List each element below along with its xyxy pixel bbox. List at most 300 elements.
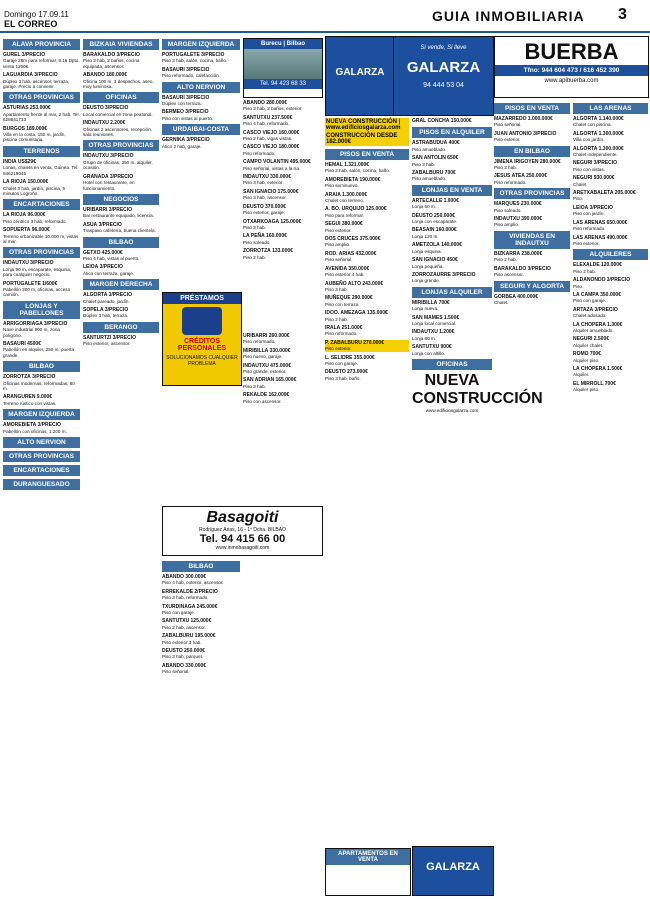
ad-title: A. BO. URQUIJO [325,206,365,213]
ad-title: ARTECALLE [412,197,443,204]
ad-title: BURGOS [3,125,25,132]
classified-ad [325,177,409,189]
ad-price: 135.000€ [366,310,388,317]
ad-title: AMETZOLA [412,242,440,249]
ad-text: Piso señorial, vistas a la ría. [243,165,301,171]
ad-price: 160.000€ [435,227,457,234]
classified-ad [573,205,648,217]
classified-ad [573,351,648,363]
ad-text: Lonja 60 m. [412,204,437,210]
ad-price: 3/PRECIO [32,374,56,381]
ad-price: 3/PRECIO [34,72,58,79]
ad-price: 390.000€ [521,216,542,223]
ad-title: NEGURI [573,160,593,167]
ad-text: Piso para reformar. [325,212,365,218]
ad-price: 1.500€ [443,314,460,321]
ad-text: Ático con terraza, garaje. [83,270,135,276]
classified-ad [83,153,159,170]
ad-title: LA PEÑA [243,233,265,240]
classified-ad [325,281,409,293]
ad-price: 160.000€ [266,233,287,240]
basagoiti-web[interactable]: www.inmobasagoiti.com [215,545,270,551]
ad-price: 250.000€ [526,173,547,180]
ad-title: MUÑEQUE [325,295,351,302]
ad-text: Piso señorial. [162,669,190,675]
section-heading: ENCARTACIONES [3,199,80,210]
classified-ad [243,159,321,171]
classified-ad [412,170,492,182]
ad-title: ERREKALDE [162,588,194,595]
ad-price: 280.000€ [266,100,288,106]
column-4 [243,100,321,896]
ad-title: INDAUTXU [3,260,29,267]
ad-text: Piso reformado. [243,150,276,156]
ad-price: 3/PRECIO [21,52,46,58]
ad-price: 2/PRECIO [194,588,218,595]
ad-text: Piso exterior. [494,137,521,143]
ad-title: ROD. ARIAS [325,250,355,257]
ad-text: Chalet con terreno. [325,198,365,204]
classified-ad [573,307,648,319]
ad-title: ARETXABALETA [573,190,614,197]
ad-text: Piso 2 hab. [573,268,596,274]
classified-ad [243,174,321,186]
ad-title: SANTUTXU [412,344,440,351]
classified-ad [325,251,409,263]
classified-ad [83,222,159,234]
ad-price: 3/PRECIO [109,173,134,180]
ad-price: 1.140.000€ [598,116,624,122]
section-heading: OTRAS PROVINCIAS [3,451,80,462]
classified-ad [494,173,570,185]
ad-title: JIMENA IRIGOYEN [494,158,539,165]
column-5 [325,118,409,846]
ad-text: Terreno rústico con vistas. [3,400,57,406]
classified-ad [243,248,321,260]
ad-price: 650€ [447,155,459,162]
ad-title: ABANDO [243,100,265,106]
ad-text: Piso 3 hab. [243,383,266,389]
classified-ad [83,120,159,137]
ad-price: 3/PRECIO [533,130,557,137]
ad-text: Ático 2 hab, garaje. [162,143,202,149]
classified-ad [325,310,409,322]
classified-ad [325,355,409,367]
ad-text: Piso 3 hab, parquet. [162,654,204,660]
classified-ad [412,242,492,254]
basagoiti-address: Rodríguez Arias, 16 - 1º Dcha. BILBAO [199,527,286,533]
ad-title: BASAURI [162,94,185,101]
ad-title: BASAURI [3,341,26,347]
ad-price: 4500€ [27,341,41,347]
section-heading: BILBAO [162,561,240,572]
ad-title: MAZARREDO [494,116,527,122]
classified-ad [412,272,492,284]
classified-ad [494,201,570,213]
burecu-ad-name: Burecu | Bilbao [244,39,322,49]
issue-date: Domingo 17.09.11 [4,10,69,19]
nueva-construccion-title: NUEVA CONSTRUCCIÓN [412,371,543,407]
classified-ad [573,175,648,187]
ad-title: ALGORTA [83,292,108,299]
ad-text: Grupo de oficinas, 350 m, alquiler, ocasión. [83,159,153,171]
classified-ad [573,235,648,247]
ad-title: GETXO [83,249,101,256]
ad-price: 1.321.000€ [344,162,370,168]
classified-ad [243,392,321,404]
section-heading: ALTO NERVION [162,82,240,93]
ad-title: GRANADA [83,173,109,180]
ad-title: AMOREBIETA [3,422,37,429]
ad-title: SEGUI [325,221,341,228]
classified-ad [162,67,240,79]
classified-ad [243,333,321,345]
classified-ad [162,574,240,586]
buerba-web[interactable]: www.apibuerba.com [544,78,599,84]
ad-price: 3/PRECIO [185,109,209,116]
ad-text: Lonas, chalets en venta, Guinea. Tel. 946219045 [3,165,79,176]
classified-ad [494,266,570,278]
galarza-banner [393,36,494,116]
ad-text: Oficinas modernas, reformadas, 80 m. [3,380,75,392]
ad-price: 205.000€ [614,190,636,197]
ad-title: URIBARRI [243,332,268,339]
ad-price: 1.500€ [607,366,623,372]
ad-text: Piso exterior. [573,240,600,246]
ad-title: BARAKALDO [494,265,527,272]
ad-text: Piso 2 hab. [325,316,348,322]
section-heading: ENCARTACIONES [3,465,80,476]
ad-title: LAGUARDIA [3,72,33,79]
ad-text: Piso 4 hab, vistas al puerto. [83,255,140,261]
ad-title: IRALA [325,324,341,331]
ad-price: 3/PRECIO [186,66,210,73]
classified-ad [3,72,80,89]
ad-price: 375.000€ [359,236,381,243]
ad-price: 250.000€ [434,212,455,219]
ad-price: 1.300.000€ [598,130,624,137]
construction-price-highlight: CONSTRUCCIÓN DESDE 182.000€ [325,132,409,146]
classified-ad [573,131,648,143]
ad-price: 1.300€ [607,321,623,328]
ad-text: Piso 2 hab, ascensor. [162,624,206,630]
classified-ad [325,236,409,248]
classified-ad [3,105,80,122]
ad-title: LA RIOJA [3,179,27,186]
ad-title: ABANDO [162,574,184,580]
ad-title: INDAUTXU [243,362,269,369]
ad-title: PORTUGALETE [162,52,200,58]
ad-title: SAN IGNACIO [412,257,446,264]
ad-text: Garaje 28m para reformar, 9.16 Dpto. venta 1200€. [3,58,80,69]
section-heading: VIVIENDAS EN INDAUTXU [494,231,570,249]
classified-ad [162,663,240,675]
classified-ad [573,381,648,393]
prestamos-head: PRÉSTAMOS [163,293,241,304]
section-heading: ALQUILERES [573,249,648,260]
ad-text: Oficina 100 m, 3 despachos, aseo, muy luminosa. [83,78,154,90]
ad-title: DEUSTO [243,203,264,210]
section-heading: URDAIBAI-COSTA [162,124,240,135]
ad-price: 189.000€ [26,125,48,132]
ad-text: Alquiler piso. [573,357,600,363]
classified-ad [83,52,159,69]
classified-ad [3,260,80,277]
ad-text: Piso soleado. [243,239,271,245]
ad-text: Piso señorial. [325,257,353,263]
ad-text: Piso amplio. [494,222,520,228]
ad-text: Piso 2 hab. [494,257,517,263]
construction-web[interactable]: www.edificiosgalarza.com [425,407,479,413]
ad-price: 350.000€ [600,291,621,298]
ad-text: Piso 3 hab, ascensor. [243,195,287,201]
ad-text: Piso reformado. [325,331,358,337]
ad-title: DEUSTO [162,648,183,655]
ad-price: 330.000€ [185,662,207,669]
ad-price: 160.000€ [278,129,300,136]
ad-text: Piso exterior, ascensor. [83,341,131,347]
ad-text: Piso 4 hab, reformado. [243,121,290,127]
ad-price: 125.000€ [280,218,302,225]
basagoiti-phone: Tel. 94 415 66 00 [199,533,286,545]
ad-price: 350.000€ [348,265,370,272]
ad-title: BERMEO [162,109,184,116]
classified-ad [494,294,570,306]
section-heading: PISOS EN VENTA [494,103,570,114]
ad-title: SAN IGNACIO [243,188,277,195]
section-heading: NEGOCIOS [83,194,159,205]
classified-ad [162,95,240,107]
ad-title: ZORROTZA [3,374,31,381]
ad-text: Piso seminuevo. [325,183,359,189]
ad-text: Hotel con restaurante, en funcionamiento. [83,180,135,191]
ad-price: 3/PRECIO [99,264,123,271]
ad-text: Pabellón 300 m, oficinas, acceso camión. [3,286,71,298]
ad-text: Piso 2 hab, vigas vistas. [243,136,293,142]
ad-text: Piso 3 hab. [412,161,435,167]
classified-ad [494,251,570,263]
classified-ad [3,374,80,391]
ad-title: SAN MAMES [412,314,443,321]
ad-title: INDAUTXU [412,329,438,336]
page-number: 3 [618,6,627,23]
ad-title: INDAUTXU [243,174,269,181]
classified-ad [412,118,492,124]
ad-title: ARTAZA [573,306,594,313]
ad-price: 3/PRECIO [589,204,613,211]
classified-ad [412,198,492,210]
section-heading: PISOS EN ALQUILER [412,127,492,138]
apartamentos-heading: APARTAMENTOS EN VENTA [326,849,410,865]
classified-ad [3,321,80,338]
ad-title: INDAUTXU [83,153,109,160]
ad-text: Oficinas 2 ascensores, recepción, sala reuniones. [83,126,152,138]
ad-title: INDAUTXU [83,120,109,127]
burecu-phone: Tel. 94 423 68 33 [244,79,322,89]
classified-ad [3,341,80,358]
ad-title: LAS ARENAS [573,219,606,226]
ad-price: 495.000€ [289,159,311,166]
classified-ad [243,130,321,142]
ad-price: US$29€ [17,158,36,165]
burecu-ad [243,38,323,98]
classified-ad [412,155,492,167]
section-heading: OTRAS PROVINCIAS [3,92,80,103]
ad-text: Lonja 120 m. [412,233,439,239]
ad-text: Chalet independiente. [573,152,618,158]
ad-price: 400.000€ [517,293,539,300]
classified-ad [573,262,648,274]
ad-price: 3/PRECIO [37,422,61,429]
ad-price: 162.000€ [268,392,290,399]
ad-price: 3/PRECIO [108,292,132,299]
column-8 [573,100,648,896]
classified-ad [3,159,80,176]
ad-text: Lonja grande. [412,278,441,284]
ad-text: Bar restaurante equipado, licencia. [83,213,154,219]
ad-title: ZORROZAURRE [412,271,451,278]
classified-ad [573,277,648,289]
ad-text: Piso 3 hab. [243,224,266,230]
classified-ad [412,140,492,152]
ad-price: 120.000€ [600,262,622,269]
ad-text: Piso amplio. [325,242,351,248]
classified-ad [162,109,240,121]
ad-title: ALDANONDO [573,277,606,284]
classified-ad [3,179,80,196]
section-heading: BILBAO [3,361,80,372]
ad-title: URIBARRI [83,206,108,213]
ad-text: Piso amueblado. [412,176,447,182]
section-heading: BIZKAIA VIVIENDAS [83,39,159,50]
prestamos-sub: SOLUCIONAMOS CUALQUIER PROBLEMA [166,355,238,367]
section-heading: OTRAS PROVINCIAS [494,188,570,199]
classified-ad [494,116,570,128]
ad-title: SOPELA [83,306,104,313]
ad-text: Pabellón con oficinas, 1.200 m. [3,428,67,434]
ad-price: 3/PRECIO [452,271,476,278]
ad-text: Alquiler amueblado. [573,327,614,333]
ad-title: INDIA [3,158,17,165]
ad-title: LA CHOPERA [573,321,606,328]
galarza-ad-top [325,36,395,116]
classified-ad [412,344,492,356]
classified-ad [243,115,321,127]
section-heading: TERRENOS [3,146,80,157]
ad-text: Piso. [573,196,584,202]
classified-ad [573,116,648,128]
basagoiti-logo: Basagoiti [206,509,279,526]
ad-text: Piso con garaje. [573,298,606,304]
ad-price: 1.300.000€ [598,145,624,152]
ad-title: SANTUTXU [162,618,190,625]
ad-price: 251.000€ [341,324,363,331]
ad-title: LAS ARENAS [573,234,606,241]
classified-ad [325,340,409,352]
section-heading: DURANGUESADO [3,479,80,490]
column-7 [494,100,570,896]
ad-text: Piso exterior. [325,346,352,352]
ad-text: Local comercial en zona peatonal. [83,111,153,117]
ad-title: L. SELIDRE [325,354,353,361]
ad-text: Piso 3 hab, exterior. [243,180,284,186]
ad-price: 3/PRECIO [116,52,140,58]
newspaper-name: EL CORREO [4,19,58,29]
new-construction-highlight: NUEVA CONSTRUCCIÓN | www.edificiosgalarza.com [325,118,409,132]
column-3 [162,36,240,896]
ad-text: Lonja con escaparate. [412,219,458,225]
ad-title: NEGURI [573,336,593,343]
ad-title: NEGURI [573,175,593,182]
ad-text: Alquiler piso. [573,387,600,393]
ad-title: HEMAL [325,162,343,168]
classified-ad [412,213,492,225]
classified-ad [243,100,321,112]
classified-ad [325,221,409,233]
ad-price: 930.000€ [593,175,615,182]
classified-ad [325,192,409,204]
ad-text: Piso nuevo, garaje. [243,354,283,360]
ad-price: 245.000€ [196,603,218,610]
ad-price: 133.000€ [272,248,293,255]
classified-ad [573,146,648,158]
ad-title: AUBEÑO ALTO [325,280,362,287]
ad-title: GUREL [3,52,21,58]
ad-text: Piso con garaje. [325,360,358,366]
ad-price: 96.000€ [27,212,46,219]
ad-price: 1.200€ [439,329,455,336]
ad-title: INDAUTXU [494,216,520,223]
classified-ad [162,648,240,660]
ad-title: SAN ADRIAN [243,377,275,384]
ad-title: SAN ANTOLIN [412,155,446,162]
ad-title: DEUSTO [83,105,104,112]
ad-title: ELEXALDE [573,262,600,269]
ad-price: 1.000€ [443,197,459,204]
ad-price: 400€ [448,140,460,147]
classified-ad [83,307,159,319]
ad-title: IDOO. AMEZAGA [325,310,366,317]
ad-price: 3/PRECIO [105,105,129,112]
section-heading: OFICINAS [83,92,159,103]
ad-title: AVENIDA [325,265,348,272]
classified-ad [573,160,648,172]
classified-ad [3,52,80,69]
column-1 [3,36,80,896]
ad-price: 150.000€ [450,118,472,124]
classified-ad [325,206,409,218]
galarza-logo: GALARZA [335,67,385,78]
ad-text: Chalet 3 hab, jardín, piscina, 5 minutos Logroño. [3,185,66,196]
classified-ad [162,137,240,149]
ad-price: 700€ [444,170,456,177]
ad-price: 1.300.000€ [342,191,368,198]
ad-text: Piso con terraza. [325,301,360,307]
ad-title: ZORROTZA [243,248,271,255]
ad-text: Lonja 80 m. [412,335,437,341]
ad-price: 650.000€ [606,219,628,226]
section-heading: OTRAS PROVINCIAS [3,247,80,258]
ad-price: 3/PRECIO [98,221,122,228]
classified-ad [83,174,159,191]
section-heading: BERANGO [83,322,159,333]
ad-price: 96.000€ [31,227,50,234]
ad-price: 250.000€ [184,648,205,655]
ad-title: DOS CRUCES [325,236,359,243]
column-2 [83,36,159,896]
section-heading: LONJAS Y PABELLONES [3,301,80,319]
classified-ad [243,348,321,360]
